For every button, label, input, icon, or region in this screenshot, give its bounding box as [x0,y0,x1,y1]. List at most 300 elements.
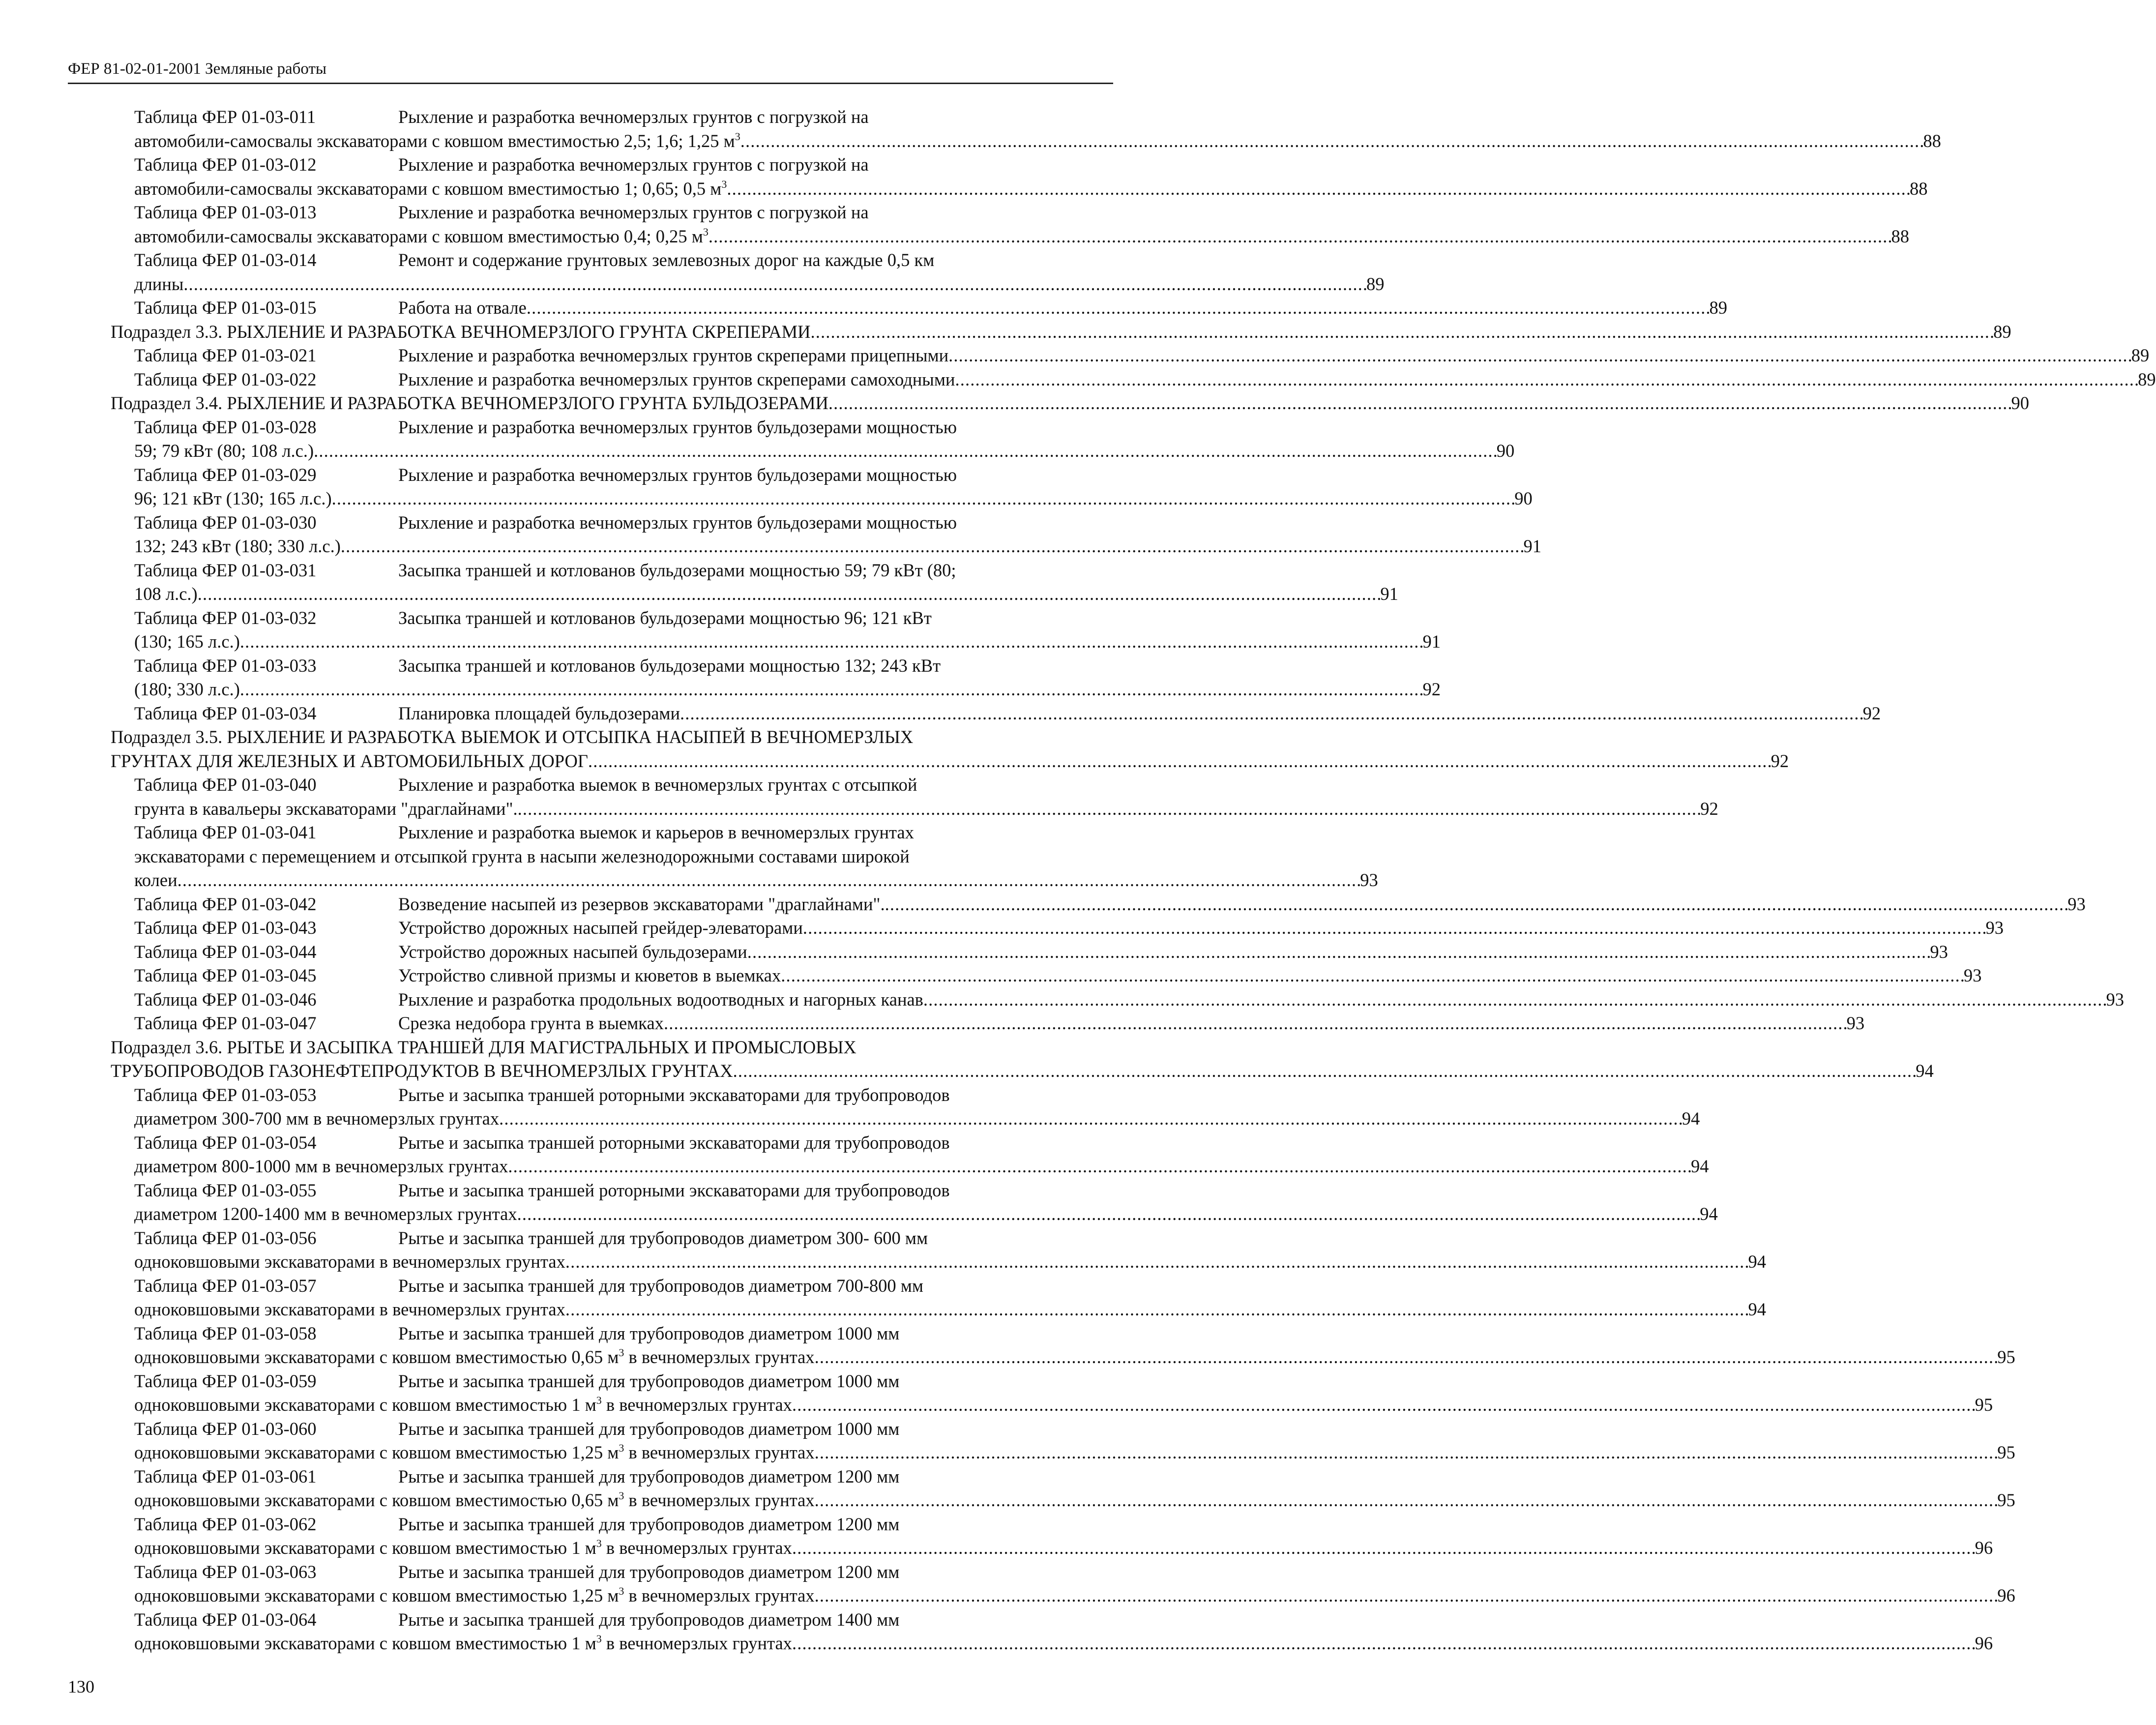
entry-title: Рыхление и разработка вечномерзлых грунтов с погрузкой на [398,107,869,127]
page-ref[interactable]: 95 [1997,1347,2015,1367]
toc-entry-section[interactable] [111,1036,1934,1083]
entry-text: диаметром 1200-1400 мм в вечномерзлых грунтах [134,1204,517,1224]
entry-title: Засыпка траншей и котлованов бульдозерами мощностью 132; 243 кВт [398,655,941,676]
toc-line [134,845,1113,869]
dot-leader [792,1632,1974,1656]
toc-entry-table[interactable] [111,1083,1700,1131]
entry-title-continued [134,1536,792,1560]
entry-text: автомобили-самосвалы экскаваторами с ковшом вместимостью 2,5; 1,6; 1,25 м [134,130,735,151]
entry-text: одноковшовыми экскаваторами с ковшом вместимостью 0,65 м [134,1490,619,1510]
entry-title-continued [134,582,198,606]
table-number: Таблица ФЕР 01-03-031 [134,560,317,580]
toc-line [134,559,1113,583]
table-number: Таблица ФЕР 01-03-045 [134,965,317,985]
page-ref[interactable]: 94 [1748,1251,1766,1272]
page-ref[interactable]: 91 [1422,631,1441,652]
entry-title: Планировка площадей бульдозерами [398,703,680,723]
entry-title: Подраздел 3.4. РЫХЛЕНИЕ И РАЗРАБОТКА ВЕЧНОМЕРЗЛОГО ГРУНТА БУЛЬДОЗЕРАМИ [111,393,828,413]
header-title: ФЕР 81-02-01-2001 Земляные работы [68,60,327,78]
entry-text: одноковшовыми экскаваторами с ковшом вместимостью 1 м [134,1633,596,1653]
entry-title: Рыхление и разработка выемок в вечномерзлых грунтах с отсыпкой [398,774,917,795]
toc-entry-table[interactable] [111,1513,1993,1560]
dot-leader [733,1059,1915,1083]
page-header [68,58,1113,84]
entry-title: Рыхление и разработка вечномерзлых грунтов с погрузкой на [398,154,869,175]
page-ref[interactable]: 93 [1930,941,1948,962]
toc-line [134,1465,1113,1489]
entry-title: Устройство дорожных насыпей грейдер-элеваторами [398,918,803,938]
toc-last-line [134,916,2004,940]
toc-line [134,1608,1113,1632]
toc-last-line [134,439,1515,463]
entry-text: одноковшовыми экскаваторами с ковшом вместимостью 0,65 м [134,1347,619,1367]
superscript: 3 [619,1346,624,1359]
entry-title: Подраздел 3.5. РЫХЛЕНИЕ И РАЗРАБОТКА ВЫЕМОК И ОТСЫПКА НАСЫПЕЙ В ВЕЧНОМЕРЗЛЫХ [111,727,914,747]
entry-title-continued [134,1393,792,1417]
toc-last-line [134,940,1948,964]
toc-entry-table[interactable] [111,1417,2015,1465]
toc-line [134,463,1113,487]
entry-text: диаметром 800-1000 мм в вечномерзлых грунтах [134,1156,508,1176]
entry-title-continued [134,1488,815,1513]
entry-title-continued [134,630,240,654]
table-number: Таблица ФЕР 01-03-033 [134,655,317,676]
entry-text: (130; 165 л.с.) [134,631,240,652]
dot-leader [664,1011,1846,1036]
page-ref[interactable]: 96 [1997,1585,2015,1606]
dot-leader [565,1298,1747,1322]
superscript: 3 [619,1489,624,1502]
toc-entry-table[interactable] [111,1369,1993,1417]
dot-leader [314,439,1496,463]
toc-line [134,1369,1113,1394]
dot-leader [527,296,1709,320]
entry-text: одноковшовыми экскаваторами с ковшом вместимостью 1,25 м [134,1585,619,1606]
table-number: Таблица ФЕР 01-03-062 [134,1514,317,1534]
page-ref[interactable]: 89 [1993,321,2011,342]
entry-text: в вечномерзлых грунтах [601,1538,792,1558]
page-ref[interactable]: 94 [1700,1204,1718,1224]
page-ref[interactable]: 89 [1709,297,1727,318]
entry-title: Рытье и засыпка траншей для трубопроводов диаметром 1000 мм [398,1370,900,1391]
toc-line [111,725,1113,749]
toc-entry-table[interactable] [111,105,1941,153]
dot-leader [518,797,1700,821]
toc-last-line [134,1202,1718,1226]
page-ref[interactable]: 92 [1422,679,1441,699]
table-number: Таблица ФЕР 01-03-054 [134,1132,317,1153]
table-number: Таблица ФЕР 01-03-061 [134,1466,317,1487]
page-ref[interactable]: 95 [1997,1442,2015,1462]
toc-entry-table[interactable] [111,463,1533,511]
dot-leader [680,702,1862,726]
toc-last-line [134,582,1398,606]
table-number: Таблица ФЕР 01-03-047 [134,1013,317,1033]
entry-title-continued [134,1441,815,1465]
toc-last-line [134,225,1909,249]
dot-leader [815,1345,1997,1369]
toc-last-line [111,320,2011,344]
table-number: Таблица ФЕР 01-03-034 [134,703,317,723]
toc-entry-section[interactable] [111,320,2011,344]
entry-title-continued [134,272,183,297]
entry-title-continued [134,129,740,153]
toc-line [134,105,1113,129]
entry-title: Засыпка траншей и котлованов бульдозерами мощностью 96; 121 кВт [398,607,932,628]
superscript: 3 [596,1633,602,1645]
toc-line [134,248,1113,272]
table-number: Таблица ФЕР 01-03-011 [134,107,316,127]
entry-title-continued [134,1107,499,1131]
toc-entry-table[interactable] [111,892,2086,917]
page-ref[interactable]: 95 [1997,1490,2015,1510]
dot-leader [792,1393,1974,1417]
toc-line [134,153,1113,177]
entry-text: одноковшовыми экскаваторами с ковшом вместимостью 1 м [134,1395,596,1415]
toc-last-line [134,344,2150,368]
toc-entry-table[interactable] [111,1560,2015,1608]
page-ref[interactable]: 93 [2106,989,2125,1010]
entry-title: Рыхление и разработка вечномерзлых грунтов бульдозерами мощностью [398,464,957,485]
entry-text: в вечномерзлых грунтах [624,1490,815,1510]
table-number: Таблица ФЕР 01-03-064 [134,1609,317,1630]
page-ref[interactable]: 89 [1366,273,1385,294]
toc-last-line [134,797,1718,821]
dot-leader [747,940,1929,964]
dot-leader [341,535,1523,559]
toc-last-line [134,868,1378,892]
dot-leader [517,1202,1699,1226]
table-number: Таблица ФЕР 01-03-040 [134,774,317,795]
dot-leader [740,129,1922,153]
toc-entry-table[interactable] [111,344,2150,368]
entry-text: в вечномерзлых грунтах [624,1585,815,1606]
entry-text: одноковшовыми экскаваторами с ковшом вместимостью 1,25 м [134,1442,619,1462]
toc-last-line [134,1488,2015,1513]
toc-last-line [134,1298,1766,1322]
dot-leader [499,1107,1681,1131]
toc-last-line [134,1250,1766,1274]
entry-text: диаметром 300-700 мм в вечномерзлых грунтах [134,1108,500,1129]
toc-entry-table[interactable] [111,964,1982,988]
entry-title: Рытье и засыпка траншей для трубопроводов диаметром 300- 600 мм [398,1227,928,1248]
page-ref[interactable]: 89 [2131,345,2150,365]
dot-leader [948,344,2130,368]
toc-entry-table[interactable] [111,1226,1766,1274]
table-number: Таблица ФЕР 01-03-021 [134,345,317,365]
superscript: 3 [596,1394,602,1406]
page-ref[interactable]: 93 [1846,1013,1865,1033]
page-ref[interactable]: 93 [2067,893,2086,914]
toc-last-line [134,1155,1709,1179]
toc-entry-table[interactable] [111,940,1948,964]
table-number: Таблица ФЕР 01-03-057 [134,1275,317,1296]
entry-title: Рытье и засыпка траншей для трубопроводов диаметром 1200 мм [398,1466,900,1487]
toc-line [134,1560,1113,1584]
toc-entry-table[interactable] [111,201,1909,248]
entry-text: в вечномерзлых грунтах [601,1395,792,1415]
page-ref[interactable]: 92 [1700,798,1718,819]
toc-entry-section[interactable] [111,725,1789,773]
toc-line [134,773,1113,797]
superscript: 3 [596,1537,602,1549]
table-number: Таблица ФЕР 01-03-022 [134,369,317,389]
toc-last-line [134,129,1941,153]
toc-last-line [134,1393,1993,1417]
dot-leader [177,868,1359,892]
table-number: Таблица ФЕР 01-03-029 [134,464,317,485]
toc-entry-table[interactable] [111,1608,1993,1656]
table-of-contents [111,105,2156,1656]
entry-text: в вечномерзлых грунтах [601,1633,792,1653]
entry-title-continued [134,1155,508,1179]
table-number: Таблица ФЕР 01-03-056 [134,1227,317,1248]
page-ref[interactable]: 94 [1916,1061,1934,1081]
superscript: 3 [703,225,709,238]
entry-title: Рыхление и разработка продольных водоотводных и нагорных канав [398,989,923,1010]
entry-title-continued [134,1298,565,1322]
table-number: Таблица ФЕР 01-03-063 [134,1561,317,1582]
entry-text: одноковшовыми экскаваторами в вечномерзлых грунтах [134,1299,565,1319]
entry-title-continued [111,1059,733,1083]
toc-last-line [134,964,1982,988]
dot-leader [240,630,1422,654]
toc-last-line [134,892,2086,917]
page-ref[interactable]: 96 [1975,1538,1993,1558]
entry-title: Устройство дорожных насыпей бульдозерами [398,941,747,962]
dot-leader [810,320,1992,344]
page-ref[interactable]: 91 [1380,584,1398,604]
page-ref[interactable]: 90 [2011,393,2029,413]
entry-title: Рыхление и разработка вечномерзлых грунтов бульдозерами мощностью [398,416,957,437]
toc-line [134,201,1113,225]
dot-leader [198,582,1380,606]
entry-text: одноковшовыми экскаваторами с ковшом вместимостью 1 м [134,1538,596,1558]
dot-leader [955,368,2137,392]
page-ref[interactable]: 88 [1923,130,1941,151]
entry-title-continued [134,1345,815,1369]
page-ref[interactable]: 95 [1975,1395,1993,1415]
entry-title-continued [134,177,727,201]
toc-entry-section[interactable] [111,391,2029,416]
entry-title: Подраздел 3.3. РЫХЛЕНИЕ И РАЗРАБОТКА ВЕЧНОМЕРЗЛОГО ГРУНТА СКРЕПЕРАМИ [111,321,811,342]
entry-title: Ремонт и содержание грунтовых землевозных дорог на каждые 0,5 км [398,250,935,270]
dot-leader [588,749,1770,773]
entry-text: 59; 79 кВт (80; 108 л.с.) [134,441,314,461]
entry-title-continued [134,868,177,892]
page-ref[interactable]: 89 [2138,369,2156,389]
entry-text: в вечномерзлых грунтах [624,1347,815,1367]
entry-title: Рытье и засыпка траншей для трубопроводов диаметром 1200 мм [398,1514,900,1534]
superscript: 3 [619,1585,624,1597]
toc-entry-table[interactable] [111,1179,1718,1226]
dot-leader [727,177,1909,201]
page-ref[interactable]: 94 [1691,1156,1709,1176]
entry-text: автомобили-самосвалы экскаваторами с ковшом вместимостью 1; 0,65; 0,5 м [134,178,722,199]
toc-line [111,1036,1113,1060]
toc-line [134,606,1113,630]
dot-leader [183,272,1365,297]
toc-last-line [134,1107,1700,1131]
toc-entry-table[interactable] [111,821,1378,892]
entry-title-continued [134,439,314,463]
entry-text: ТРУБОПРОВОДОВ ГАЗОНЕФТЕПРОДУКТОВ В ВЕЧНОМЕРЗЛЫХ ГРУНТАХ [111,1061,733,1081]
toc-entry-table[interactable] [111,1011,1865,1036]
dot-leader [815,1488,1997,1513]
toc-line [134,1513,1113,1537]
superscript: 3 [619,1442,624,1454]
page-ref[interactable]: 91 [1523,536,1542,556]
table-number: Таблица ФЕР 01-03-058 [134,1323,317,1343]
toc-last-line [134,487,1533,511]
dot-leader [828,391,2010,416]
entry-text: 108 л.с.) [134,584,198,604]
toc-last-line [134,535,1542,559]
toc-last-line [134,272,1385,297]
toc-line [134,654,1113,678]
toc-last-line [134,702,1881,726]
entry-title: Подраздел 3.6. РЫТЬЕ И ЗАСЫПКА ТРАНШЕЙ ДЛЯ МАГИСТРАЛЬНЫХ И ПРОМЫСЛОВЫХ [111,1037,856,1057]
entry-title-continued [111,749,588,773]
entry-title-continued: экскаваторами с перемещением и отсыпкой грунта в насыпи железнодорожными составами широкой [134,846,910,866]
entry-title-continued [134,797,518,821]
entry-text: колеи [134,870,177,890]
superscript: 3 [721,178,727,190]
dot-leader [792,1536,1974,1560]
entry-title: Засыпка траншей и котлованов бульдозерами мощностью 59; 79 кВт (80; [398,560,956,580]
toc-entry-table[interactable] [111,606,1441,654]
page-ref[interactable]: 88 [1891,226,1909,246]
entry-title: Рыхление и разработка выемок и карьеров в вечномерзлых грунтах [398,822,914,842]
toc-entry-table[interactable] [111,296,1727,320]
toc-entry-table[interactable] [111,988,2125,1012]
toc-last-line [134,1345,2015,1369]
entry-title-continued [134,1584,815,1608]
toc-entry-table[interactable] [111,368,2156,392]
table-number: Таблица ФЕР 01-03-055 [134,1180,317,1200]
toc-last-line [134,296,1727,320]
superscript: 3 [735,130,740,143]
toc-line [134,416,1113,440]
toc-last-line [111,1059,1934,1083]
toc-entry-table[interactable] [111,153,1928,201]
entry-title: Рыхление и разработка вечномерзлых грунтов бульдозерами мощностью [398,512,957,533]
entry-text: ГРУНТАХ ДЛЯ ЖЕЛЕЗНЫХ И АВТОМОБИЛЬНЫХ ДОРОГ [111,750,588,771]
entry-text: 132; 243 кВт (180; 330 л.с.) [134,536,341,556]
entry-title: Рытье и засыпка траншей роторными экскаваторами для трубопроводов [398,1132,950,1153]
toc-last-line [134,177,1928,201]
entry-title: Работа на отвале [398,297,527,318]
entry-title: Рытье и засыпка траншей роторными экскаваторами для трубопроводов [398,1180,950,1200]
entry-text: грунта в кавальеры экскаваторами "драглайнами". [134,798,518,819]
toc-entry-table[interactable] [111,1131,1709,1179]
toc-last-line [111,749,1789,773]
toc-last-line [134,1536,1993,1560]
dot-leader [815,1441,1997,1465]
dot-leader [815,1584,1997,1608]
toc-line [134,1226,1113,1250]
page-ref[interactable]: 93 [1985,918,2004,938]
dot-leader [885,892,2067,917]
table-number: Таблица ФЕР 01-03-014 [134,250,317,270]
toc-last-line [134,678,1441,702]
toc-entry-table[interactable] [111,702,1881,726]
table-number: Таблица ФЕР 01-03-060 [134,1418,317,1439]
toc-entry-table[interactable] [111,916,2004,940]
toc-line [134,1417,1113,1441]
dot-leader [565,1250,1747,1274]
entry-title: Рытье и засыпка траншей для трубопроводов диаметром 1000 мм [398,1323,900,1343]
toc-entry-table[interactable] [111,511,1542,559]
toc-entry-table[interactable] [111,654,1441,702]
entry-title: Возведение насыпей из резервов экскаваторами "драглайнами". [398,893,885,914]
entry-title: Рытье и засыпка траншей для трубопроводов диаметром 1000 мм [398,1418,900,1439]
page-ref[interactable]: 92 [1771,750,1789,771]
toc-line [134,1131,1113,1155]
entry-title-continued [134,678,240,702]
table-number: Таблица ФЕР 01-03-013 [134,202,317,222]
toc-entry-table[interactable] [111,416,1515,463]
page-ref[interactable]: 90 [1514,488,1533,508]
toc-entry-table[interactable] [111,248,1385,296]
entry-text: автомобили-самосвалы экскаваторами с ковшом вместимостью 0,4; 0,25 м [134,226,703,246]
toc-last-line [134,1011,1865,1036]
entry-text: длины [134,273,184,294]
entry-title-continued [134,1202,517,1226]
table-number: Таблица ФЕР 01-03-030 [134,512,317,533]
toc-line [134,1083,1113,1107]
entry-title-continued [134,535,341,559]
entry-text: в вечномерзлых грунтах [624,1442,815,1462]
table-number: Таблица ФЕР 01-03-012 [134,154,317,175]
toc-line [134,1274,1113,1298]
page-ref[interactable]: 88 [1910,178,1928,199]
toc-last-line [134,368,2156,392]
entry-title-continued [134,1632,792,1656]
toc-line [134,821,1113,845]
page-ref[interactable]: 93 [1963,965,1982,985]
page-ref[interactable]: 93 [1360,870,1378,890]
page-ref[interactable]: 92 [1862,703,1881,723]
dot-leader [508,1155,1690,1179]
toc-entry-table[interactable] [111,1322,2015,1369]
table-number: Таблица ФЕР 01-03-044 [134,941,317,962]
table-number: Таблица ФЕР 01-03-059 [134,1370,317,1391]
entry-title: Рытье и засыпка траншей для трубопроводов диаметром 1200 мм [398,1561,900,1582]
entry-text: одноковшовыми экскаваторами в вечномерзлых грунтах [134,1251,565,1272]
page-ref[interactable]: 94 [1682,1108,1700,1129]
table-number: Таблица ФЕР 01-03-015 [134,297,317,318]
toc-entry-table[interactable] [111,1465,2015,1513]
entry-title: Устройство сливной призмы и кюветов в выемках [398,965,781,985]
toc-last-line [134,988,2125,1012]
page-ref[interactable]: 94 [1748,1299,1766,1319]
toc-entry-table[interactable] [111,1274,1766,1322]
toc-entry-table[interactable] [111,773,1718,821]
entry-title: Рыхление и разработка вечномерзлых грунтов с погрузкой на [398,202,869,222]
toc-entry-table[interactable] [111,559,1398,606]
page-ref[interactable]: 90 [1496,441,1515,461]
table-number: Таблица ФЕР 01-03-043 [134,918,317,938]
table-number: Таблица ФЕР 01-03-041 [134,822,317,842]
table-number: Таблица ФЕР 01-03-053 [134,1084,317,1105]
entry-title: Рыхление и разработка вечномерзлых грунтов скреперами самоходными [398,369,955,389]
table-number: Таблица ФЕР 01-03-028 [134,416,317,437]
page-ref[interactable]: 96 [1975,1633,1993,1653]
dot-leader [332,487,1514,511]
entry-text: 96; 121 кВт (130; 165 л.с.) [134,488,332,508]
table-number: Таблица ФЕР 01-03-032 [134,607,317,628]
